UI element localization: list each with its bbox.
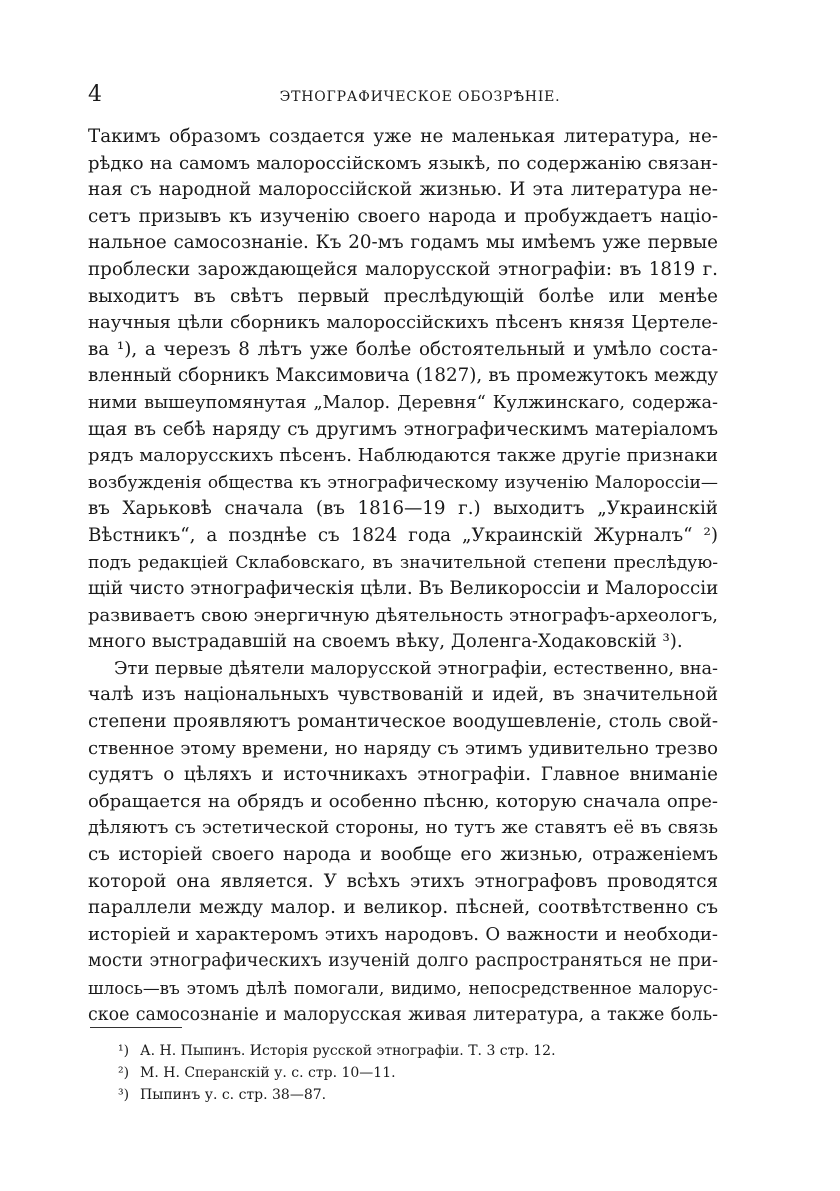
text-line: параллели между малор. и великор. пѣсней, соотвѣтственно съ (88, 897, 718, 919)
text-line: выходитъ въ свѣтъ первый преслѣдующій болѣе или менѣе (88, 285, 718, 307)
text-line: вленный сборникъ Максимовича (1827), въ промежутокъ между (88, 365, 718, 387)
text-line: научныя цѣли сборникъ малороссійскихъ пѣсенъ князя Цертеле- (88, 312, 718, 334)
footnote-text: М. Н. Сперанскій у. с. стр. 10—11. (140, 1065, 396, 1081)
text-line: нальное самосознаніе. Къ 20-мъ годамъ мы имѣемъ уже первые (88, 232, 718, 254)
text-line: ва ¹), а черезъ 8 лѣтъ уже болѣе обстоятельный и умѣло соста- (88, 338, 718, 360)
text-line: рѣдко на самомъ малороссійскомъ языкѣ, по содержанію связан- (88, 152, 718, 174)
footnote-mark: ¹) (118, 1043, 130, 1059)
text-line: щая въ себѣ наряду съ другимъ этнографическимъ матеріаломъ (88, 418, 718, 440)
text-line: мости этнографическихъ изученій долго распространяться не при- (88, 951, 718, 972)
text-line: подъ редакціей Склабовскаго, въ значительной степени преслѣдую- (88, 552, 718, 573)
text-line: обращается на обрядъ и особенно пѣсню, которую сначала опре- (88, 790, 718, 812)
footnote-text: А. Н. Пыпинъ. Исторія русской этнографіи. Т. 3 стр. 12. (140, 1043, 556, 1059)
text-line: въ Харьковѣ сначала (въ 1816—19 г.) выходитъ „Украинскій (88, 498, 718, 520)
footnote-mark: ²) (118, 1065, 130, 1081)
text-line: чалѣ изъ національныхъ чувствованій и идей, въ значительной (88, 684, 718, 706)
text-line: возбужденія общества къ этнографическому изученію Малороссіи— (88, 472, 718, 493)
text-line: исторіей и характеромъ этихъ народовъ. О важности и необходи- (88, 923, 718, 945)
text-line: которой она является. У всѣхъ этихъ этнографовъ проводятся (88, 870, 718, 892)
page-number: 4 (88, 82, 102, 107)
running-title: ЭТНОГРАФИЧЕСКОЕ ОБОЗРѢНІЕ. (279, 89, 561, 105)
text-line: ная съ народной малороссійской жизнью. И эта литература не- (88, 179, 718, 201)
text-line: степени проявляютъ романтическое воодушевленіе, столь свой- (88, 711, 718, 733)
footnote (118, 1084, 678, 1106)
text-line: ственное этому времени, но наряду съ этимъ удивительно трезво (88, 737, 718, 759)
text-line: шлось—въ этомъ дѣлѣ помогали, видимо, непосредственное малорус- (88, 978, 718, 998)
footnote-divider (90, 1027, 182, 1028)
footnote (118, 1062, 678, 1084)
footnote-text: Пыпинъ у. с. стр. 38—87. (140, 1087, 327, 1103)
text-line: Эти первые дѣятели малорусской этнографіи, естественно, вна- (114, 658, 718, 679)
text-line: много выстрадавшій на своемъ вѣку, Доленга-Ходаковскій ³). (88, 631, 683, 653)
footnote-mark: ³) (118, 1087, 130, 1103)
text-line: съ исторіей своего народа и вообще его жизнью, отраженіемъ (88, 844, 718, 866)
text-line: Вѣстникъ“, а позднѣе съ 1824 года „Украинскій Журналъ“ ²) (88, 524, 718, 546)
text-line: судятъ о цѣляхъ и источникахъ этнографіи. Главное вниманіе (88, 764, 718, 786)
text-line: щій чисто этнографическія цѣли. Въ Великороссіи и Малороссіи (88, 578, 719, 600)
text-line: сетъ призывъ къ изученію своего народа и пробуждаетъ націо- (88, 205, 718, 227)
body-text (88, 124, 718, 1028)
text-line: рядъ малорусскихъ пѣсенъ. Наблюдаются также другіе признаки (88, 445, 718, 467)
text-line: ское самосознаніе и малорусская живая литература, а также боль- (88, 1004, 718, 1025)
text-line: ними вышеупомянутая „Малор. Деревня“ Кулжинскаго, содержа- (88, 392, 718, 413)
footnotes (118, 1040, 678, 1106)
footnote (118, 1040, 678, 1062)
text-line: проблески зарождающейся малорусской этнографіи: въ 1819 г. (88, 258, 718, 280)
text-line: дѣляютъ съ эстетической стороны, но тутъ же ставятъ её въ связь (88, 818, 718, 839)
text-line: развиваетъ свою энергичную дѣятельность этнографъ-археологъ, (88, 604, 718, 626)
text-line: Такимъ образомъ создается уже не маленькая литература, не- (88, 126, 718, 147)
